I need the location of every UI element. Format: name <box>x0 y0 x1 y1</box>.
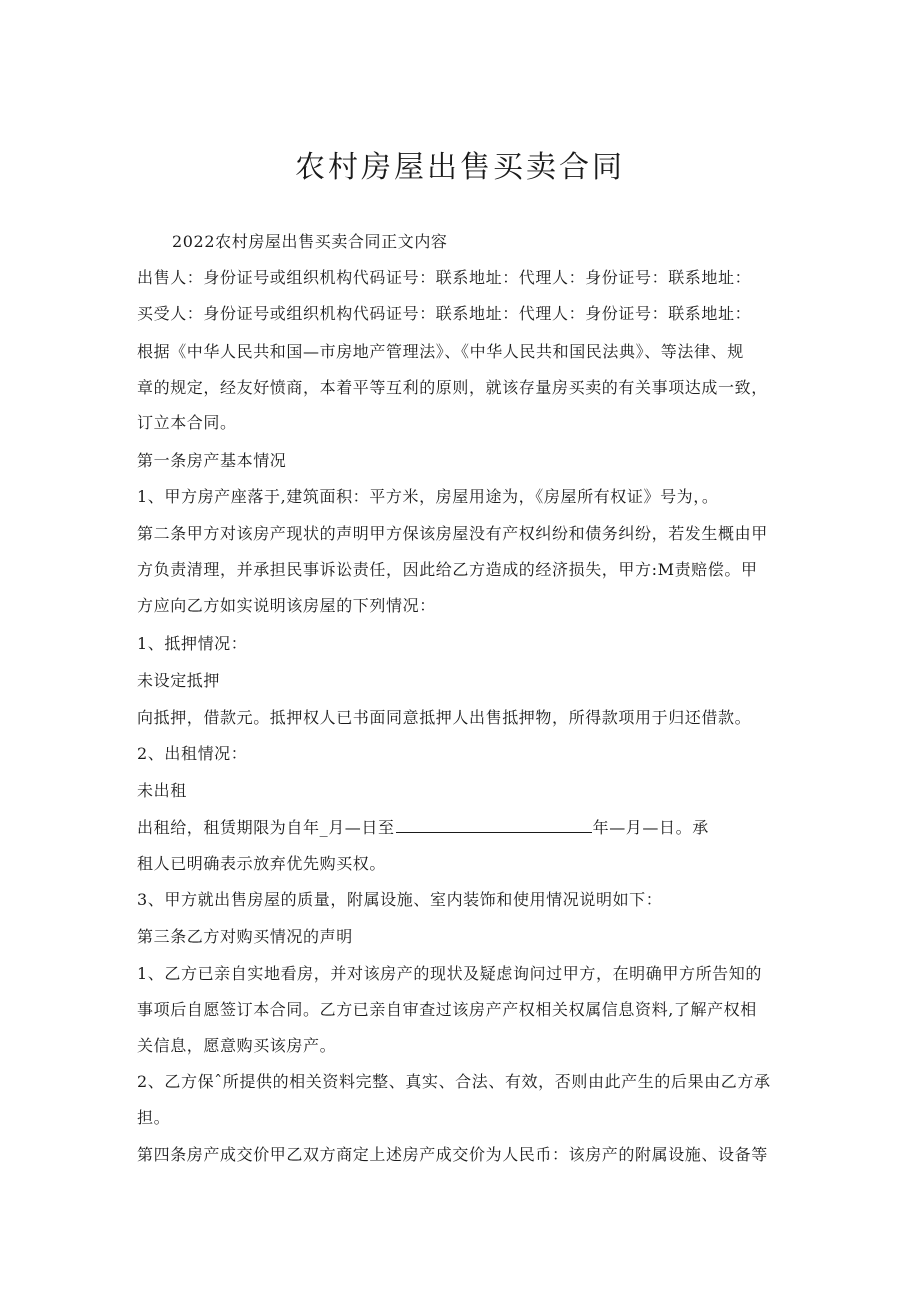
document-title: 农村房屋出售买卖合同 <box>295 150 625 185</box>
lease-detail-part-a: 出租给，租赁期限为自年_月—日至 <box>137 818 395 837</box>
legal-basis-line-3: 订立本合同。 <box>137 413 237 432</box>
article-1-heading: 第一条房产基本情况 <box>137 451 287 470</box>
article-2-line-3: 方应向乙方如实说明该房屋的下列情况： <box>137 596 436 615</box>
mortgage-heading: 1、抵押情况： <box>137 634 248 653</box>
lease-detail-part-b: 年—月—日。承 <box>592 818 709 837</box>
article-1-item-1: 1、甲方房产座落于,建筑面积：平方米，房屋用途为，《房屋所有权证》号为，。 <box>137 487 719 506</box>
article-4-line-1: 第四条房产成交价甲乙双方商定上述房产成交价为人民币：该房产的附属设施、设备等 <box>137 1145 768 1164</box>
seller-line: 出售人：身份证号或组织机构代码证号：联系地址：代理人：身份证号：联系地址： <box>137 268 752 287</box>
article-3-item-2-line-1: 2、乙方保ˆ所提供的相关资料完整、真实、合法、有效，否则由此产生的后果由乙方承 <box>137 1072 771 1091</box>
document-subtitle: 2022农村房屋出售买卖合同正文内容 <box>172 232 448 251</box>
lease-detail-line-2: 租人已明确表示放弃优先购买权。 <box>137 854 387 873</box>
legal-basis-line-2: 章的规定，经友好愤商，本着平等互利的原则，就该存量房买卖的有关事项达成一致， <box>137 378 768 397</box>
buyer-line: 买受人：身份证号或组织机构代码证号：联系地址：代理人：身份证号：联系地址： <box>137 304 752 323</box>
mortgage-none: 未设定抵押 <box>137 671 221 690</box>
quality-line: 3、甲方就出售房屋的质量，附属设施、室内装饰和使用情况说明如下： <box>137 890 663 909</box>
article-2-line-2: 方负责清理，并承担民事诉讼责任，因此给乙方造成的经济损失，甲方:M责赔偿。甲 <box>137 560 758 579</box>
lease-detail-line-1 <box>137 816 709 840</box>
lease-none: 未出租 <box>137 781 187 800</box>
article-3-item-1-line-1: 1、乙方已亲自实地看房，并对该房产的现状及疑虑询问过甲方，在明确甲方所告知的 <box>137 964 762 983</box>
legal-basis-line-1: 根据《中华人民共和国—市房地产管理法》、《中华人民共和国民法典》、等法律、规 <box>137 342 744 361</box>
lease-heading: 2、出租情况： <box>137 744 248 763</box>
article-2-line-1: 第二条甲方对该房产现状的声明甲方保该房屋没有产权纠纷和债务纠纷，若发生概由甲 <box>137 524 768 543</box>
lease-end-blank <box>396 816 592 833</box>
article-3-heading: 第三条乙方对购买情况的声明 <box>137 927 353 946</box>
article-3-item-1-line-2: 事项后自愿签订本合同。乙方已亲自审查过该房产产权相关权属信息资料,了解产权相 <box>137 1000 757 1019</box>
mortgage-detail: 向抵押，借款元。抵押权人已书面同意抵押人出售抵押物，所得款项用于归还借款。 <box>137 708 752 727</box>
article-3-item-1-line-3: 关信息，愿意购买该房产。 <box>137 1036 337 1055</box>
article-3-item-2-line-2: 担。 <box>137 1108 171 1127</box>
